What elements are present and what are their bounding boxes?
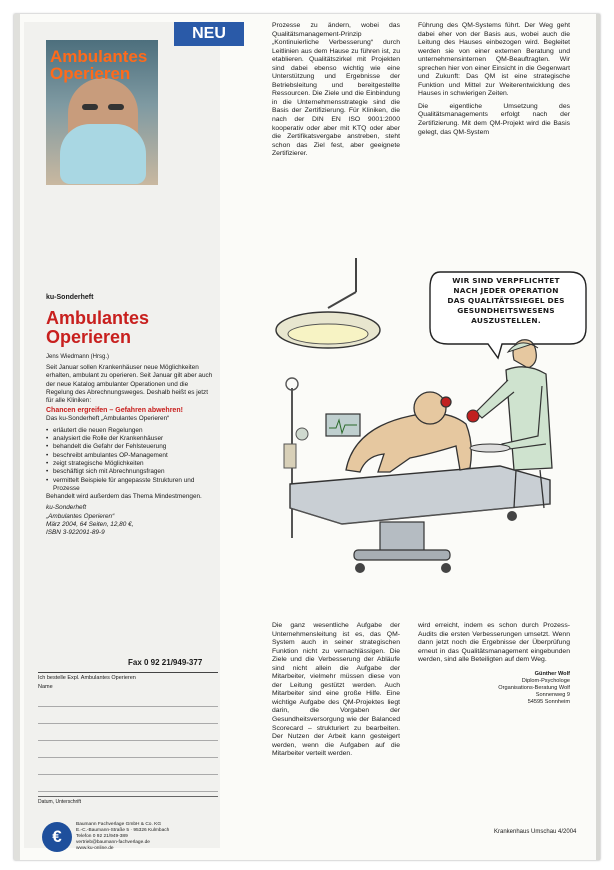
article-paragraph: Die eigentliche Umsetzung des Qualitätsmanagements erfolgt nach der Zertifizierung. Mit dem QM-Projekt wird die Basis gelegt, das QM-System [418, 102, 570, 136]
order-form [38, 672, 218, 814]
list-item: • behandelt die Gefahr der Fehlsteuerung [46, 443, 216, 451]
form-name-label: Name [38, 684, 53, 690]
ad-label: ku-Sonderheft [46, 294, 94, 301]
author-org: Organisations-Beratung Wolf [498, 684, 570, 691]
author-signature [418, 671, 570, 706]
publisher-line: www.ku-online.de [76, 846, 114, 851]
publisher-line: E.-C.-Baumann-Straße 5 · 95326 Kulmbach [76, 828, 170, 833]
author-title: Diplom-Psychologe [521, 677, 570, 684]
list-item: • analysiert die Rolle der Krankenhäuser [46, 435, 216, 443]
publisher-block [42, 822, 218, 858]
article-column-3 [272, 622, 400, 763]
article-column-4 [418, 622, 570, 706]
new-badge: NEU [174, 22, 244, 46]
page-edge [596, 14, 600, 860]
speech-bubble-text [432, 276, 580, 326]
page-binding [14, 14, 20, 860]
cover-eye [82, 104, 98, 110]
form-field-line[interactable] [38, 758, 218, 775]
ref-line: März 2004, 64 Seiten, 12,80 €, [46, 521, 134, 529]
cover-eye [108, 104, 124, 110]
article-paragraph: Prozesse zu ändern, wobei das Qualitätsmanagement-Prinzip „Kontinuierliche Verbesserung“ durch Leitlinien aus dem Hause zu führen ist, zu etablieren. Qualitätszirkel mit Projekten sind dabei ebenso wichtig wie eine Unterstützung und Ergebnisse der Betriebsleitung und bereitgestellte Ressourcen. Die Ziele und die Einbindung in die Unternehmensstrategie sind die Basis der Zertifizierung. Für Kliniken, die nach der DIN EN ISO 9001:2000 kooperativ oder aber mit KTQ oder aber die Zertifikatsvergabe anstreben, steht schon das Ziel fest, aber geeignete Zertifizierer. [272, 22, 400, 158]
ad-lead: Das ku-Sonderheft „Ambulantes Operieren“ [46, 415, 170, 423]
form-field-line[interactable] [38, 741, 218, 758]
ad-intro: Seit Januar sollen Krankenhäuser neue Möglichkeiten erhalten, ambulant zu operieren. Seit Januar gilt aber auch der neue Katalog ambulanter Operationen und die Regelung des Abrechnungsweges. Deshalb heißt es jetzt für alle Kliniken: [46, 364, 213, 405]
article-column-1 [272, 22, 400, 163]
operating-table-icon [290, 466, 550, 573]
page-footer: Krankenhaus Umschau 4/2004 [494, 829, 577, 835]
speech-line: DAS QUALITÄTSSIEGEL DES [447, 296, 565, 305]
ref-line: ku-Sonderheft [46, 504, 87, 512]
form-field-line[interactable] [38, 707, 218, 724]
list-item: • beschäftigt sich mit Abrechnungsfragen [46, 468, 216, 476]
ad-author: Jens Wiedmann (Hrsg.) [46, 354, 110, 360]
ref-line: ISBN 3-922091-89-9 [46, 529, 105, 537]
cover-surgical-mask [60, 124, 146, 184]
form-field-line[interactable] [38, 775, 218, 792]
list-item: • beschreibt ambulantes OP-Management [46, 452, 216, 460]
publisher-line: Telefon 0 92 21/949-389 [76, 834, 128, 839]
article-column-2 [418, 22, 570, 141]
list-item: • zeigt strategische Möglichkeiten [46, 460, 216, 468]
ad-body [46, 364, 216, 538]
patient-figure [346, 392, 471, 472]
speech-line: WIR SIND VERPFLICHTET [452, 276, 560, 285]
order-form-header: Ich bestelle Expl. Ambulantes Operieren [38, 672, 218, 681]
author-street: Sonnenweg 9 [535, 691, 570, 698]
article-paragraph: Die ganz wesentliche Aufgabe der Unternehmensleitung ist es, das QM-System auch in seiner strategischen Funktion nicht zu vernachlässigen. Die Ziele und die Verbesserung der Abläufe sind nicht allein die Aufgabe der Mitarbeiter, vielmehr müssen diese von der Leitung gestützt werden. Auch Mitarbeiter sind eine große Hilfe. Eine wichtige Aufgabe des QM-Projektes liegt darin, die Vorgaben der Gesundheitsversorgung wie der Balanced Scorecard – strukturiert zu bearbeiten. Der Nutzen der Arbeit kann gesteigert werden, wenn die Aufgaben auf die Mitarbeiter verteilt werden. [272, 622, 400, 758]
ad-subheading: Chancen ergreifen – Gefahren abwehren! [46, 407, 183, 415]
surgical-lamp-icon [276, 258, 380, 348]
cover-title: Ambulantes Operieren [50, 47, 148, 83]
speech-line: GESUNDHEITSWESENS [457, 306, 555, 315]
ad-title: Ambulantes Operieren [46, 308, 150, 347]
form-field-line[interactable] [38, 724, 218, 741]
list-item: • vermittelt Beispiele für angepasste Strukturen und Prozesse [46, 477, 216, 494]
author-name: Günther Wolf [534, 670, 570, 677]
fax-number: Fax 0 92 21/949-377 [128, 658, 203, 667]
form-field-line[interactable] [38, 690, 218, 707]
speech-line: NACH JEDER OPERATION [453, 286, 559, 295]
ref-line: „Ambulantes Operieren“ [46, 512, 115, 520]
article-paragraph: wird erreicht, indem es schon durch Prozess-Audits die ersten Verbesserungen umsetzt. Wenn dann jetzt noch die Ergebnisse der Überprüfung erneut in das Qualitätsmanagement eingebunden werden, sind alle Beteiligten auf dem Weg. [418, 622, 570, 664]
book-advertisement [24, 22, 226, 851]
book-cover [46, 40, 158, 185]
form-signature-label: Datum, Unterschrift [38, 796, 218, 805]
article-paragraph: Führung des QM-Systems führt. Der Weg geht dabei eher von der Basis aus, wobei auch die Leitung des Hauses einbezogen wird. Begleitet werden sie von einer externen Beratung und unternehmensinternen QM-Beauftragten. Wir sprechen hier von einer Einsicht in die Gegenwart und Zukunft: Das QM ist eine strategische Funktion und Mittel zur Weiterentwicklung des Hauses in schwierigen Zeiten. [418, 22, 570, 98]
publisher-address [76, 822, 216, 852]
ad-bullet-list [46, 427, 216, 493]
monitor-icon [326, 414, 360, 436]
ad-reference [46, 504, 216, 537]
author-city: 54595 Sonnheim [527, 698, 570, 705]
publisher-line: vertrieb@baumann-fachverlage.de [76, 840, 150, 845]
ad-closing: Behandelt wird außerdem das Thema Mindestmengen. [46, 493, 202, 501]
speech-line: AUSZUSTELLEN. [471, 316, 541, 325]
publisher-logo: € [42, 822, 72, 852]
iv-stand-icon [284, 378, 308, 538]
publisher-line: Baumann Fachverlage GmbH & Co. KG [76, 822, 162, 827]
list-item: • erläutert die neuen Regelungen [46, 427, 216, 435]
